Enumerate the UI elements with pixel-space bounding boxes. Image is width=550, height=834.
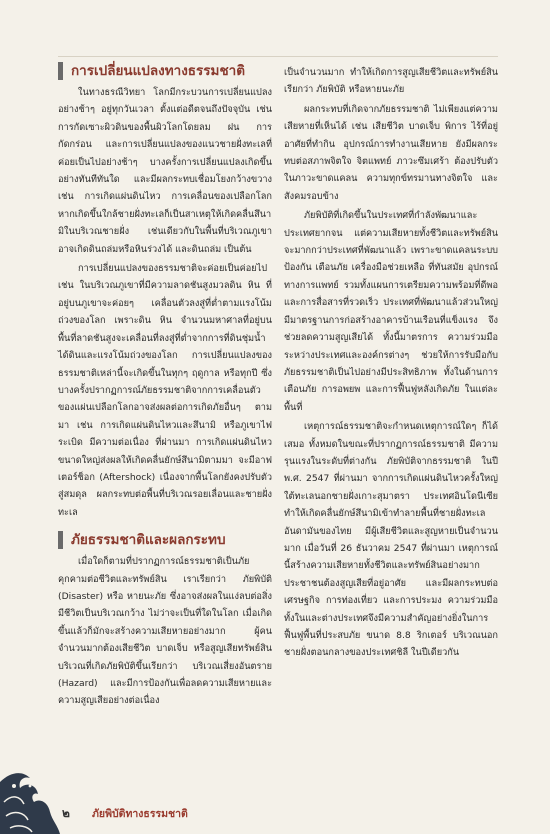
paragraph-2: การเปลี่ยนแปลงของธรรมชาติจะค่อยเป็นค่อยไป เช่น ในบริเวณภูเขาที่มีความลาดชันสูงมวลดิน หิน ที่อยู่บนภูเขาจะค่อยๆ เคลื่อนตัวลงสู่ที่ต่ำตามแรงโน้มถ่วงของโลก เพราะดิน หิน จำนวนมหาศาลที่อยู่บนพื้นที่ลาดชันสูงจะเคลื่อนที่ลงสู่ที่ต่ำจากการที่ดินชุ่มน้ำได้ดินและแรงโน้มถ่วงของโลก การเปลี่ยนแปลงของธรรมชาติเหล่านี้จะเกิดขึ้นในทุกๆ ฤดูกาล หรือทุกปี ซึ่งบางครั้งปรากฏการณ์ภัยธรรมชาติจากการเคลื่อนตัวของแผ่นเปลือกโลกอาจส่งผลต่อการเกิดภัยอื่นๆ ตามมา เช่น การเกิดแผ่นดินไหวและสึนามิ หรือภูเขาไฟระเบิด มีความต่อเนื่อง ที่ผ่านมา การเกิดแผ่นดินไหวขนาดใหญ่ส่งผลให้เกิดคลื่นยักษ์สึนามิตามมา จะมีอาฟเตอร์ช็อก (Aftershock) เนื่องจากพื้นโลกยังคงปรับตัวสู่สมดุล ผลกระทบต่อพื้นที่บริเวณรอยเลื่อนและชายฝั่งทะเล <box>58 263 272 518</box>
section-heading-change: การเปลี่ยนแปลงทางธรรมชาติ <box>58 62 272 80</box>
right-column <box>284 64 498 664</box>
page-number: ๒ <box>62 806 70 820</box>
paragraph-4: เป็นจำนวนมาก ทำให้เกิดการสูญเสียชีวิตและทรัพย์สิน เรียกว่า ภัยพิบัติ หรือหายนะภัย <box>284 67 498 96</box>
top-rule <box>58 56 498 57</box>
section-heading-disaster: ภัยธรรมชาติและผลกระทบ <box>58 531 272 549</box>
page-footer <box>24 804 324 824</box>
paragraph-6: ภัยพิบัติที่เกิดขึ้นในประเทศที่กำลังพัฒนาและประเทศยากจน แต่ความเสียหายทั้งชีวิตและทรัพย์สินจะมากกว่าประเทศที่พัฒนาแล้ว เพราะขาดแคลนระบบป้องกัน เตือนภัย เครื่องมือช่วยเหลือ ที่ทันสมัย อุปกรณ์ทางการแพทย์ รวมทั้งแผนการเตรียมความพร้อมที่ดีพอ และการสื่อสารที่รวดเร็ว ประเทศที่พัฒนาแล้วส่วนใหญ่มีมาตรฐานการก่อสร้างอาคารบ้านเรือนที่แข็งแรง จึงช่วยลดความสูญเสียได้ ทั้งนี้มาตรการ ความร่วมมือ ระหว่างประเทศและองค์กรต่างๆ ช่วยให้การรับมือกับภัยธรรมชาติเป็นไปอย่างมีประสิทธิภาพ ทั้งในด้านการเตือนภัย การอพยพ และการฟื้นฟูหลังเกิดภัย ในแต่ละพื้นที่ <box>284 210 498 413</box>
left-column <box>58 62 272 712</box>
paragraph-7: เหตุการณ์ธรรมชาติจะกำหนดเหตุการณ์ใดๆ ก็ได้เสมอ ทั้งหมดในขณะที่ปรากฏการณ์ธรรมชาติ มีความรุนแรงในระดับที่ต่างกัน ภัยพิบัติจากธรรมชาติ ในปี พ.ศ. 2547 ที่ผ่านมา จากการเกิดแผ่นดินไหวครั้งใหญ่ใต้ทะเลนอกชายฝั่งเกาะสุมาตรา ประเทศอินโดนีเซีย ทำให้เกิดคลื่นยักษ์สึนามิเข้าทำลายพื้นที่ชายฝั่งทะเลอันดามันของไทย มีผู้เสียชีวิตและสูญหายเป็นจำนวนมาก เมื่อวันที่ 26 ธันวาคม 2547 ที่ผ่านมา เหตุการณ์นี้สร้างความเสียหายทั้งชีวิตและทรัพย์สินอย่างมาก ประชาชนต้องสูญเสียที่อยู่อาศัย และมีผลกระทบต่อเศรษฐกิจ การท่องเที่ยว และการประมง ความร่วมมือ ทั้งในและต่างประเทศจึงมีความสำคัญอย่างยิ่งในการฟื้นฟูพื้นที่ประสบภัย ขนาด 8.8 ริกเตอร์ บริเวณนอกชายฝั่งตอนกลางของประเทศชิลี ในปีเดียวกัน <box>284 421 498 659</box>
paragraph-5: ผลกระทบที่เกิดจากภัยธรรมชาติ ไม่เพียงแต่ความเสียหายที่เห็นได้ เช่น เสียชีวิต บาดเจ็บ พิการ ไร้ที่อยู่ อาศัยที่ทำกิน อุปกรณ์การทำงานเสียหาย ยังมีผลกระทบต่อสภาพจิตใจ จิตแพทย์ ภาวะซึมเศร้า ต้องปรับตัวในภาวะขาดแคลน ความทุกข์ทรมานทางจิตใจ และสังคมรอบข้าง <box>284 103 498 202</box>
paragraph-1: ในทางธรณีวิทยา โลกมีกระบวนการเปลี่ยนแปลงอย่างช้าๆ อยู่ทุกวันเวลา ตั้งแต่อดีตจนถึงปัจจุบัน เช่น การกัดเซาะผิวดินของพื้นผิวโลกโดยลม ฝน การกัดกร่อน และการเปลี่ยนแปลงของแนวชายฝั่งทะเลที่ค่อยเป็นไปอย่างช้าๆ บางครั้งการเปลี่ยนแปลงเกิดขึ้นอย่างทันทีทันใด และมีผลกระทบเชื่อมโยงกว้างขวาง เช่น การเกิดแผ่นดินไหว การเคลื่อนของเปลือกโลก หากเกิดขึ้นใกล้ชายฝั่งทะเลก็เป็นสาเหตุให้เกิดคลื่นสึนามิในบริเวณชายฝั่ง เช่นเดียวกับในพื้นที่บริเวณภูเขา อาจเกิดดินถล่มหรือหินร่วงได้ และดินถล่ม เป็นต้น <box>58 87 272 255</box>
paragraph-3: เมื่อใดก็ตามที่ปรากฏการณ์ธรรมชาติเป็นภัยคุกคามต่อชีวิตและทรัพย์สิน เราเรียกว่า ภัยพิบัติ (Disaster) หรือ หายนะภัย ซึ่งอาจส่งผลในแง่ลบต่อสิ่งมีชีวิตเป็นบริเวณกว้าง ไม่ว่าจะเป็นที่ใดในโลก เมื่อเกิดขึ้นแล้วก็มักจะสร้างความเสียหายอย่างมาก ผู้คนจำนวนมากต้องเสียชีวิต บาดเจ็บ หรือสูญเสียทรัพย์สิน บริเวณที่เกิดภัยพิบัติขึ้นเรียกว่า บริเวณเสี่ยงอันตราย (Hazard) และมีการป้องกันเพื่อลดความเสียหายและความสูญเสียอย่างต่อเนื่อง <box>58 556 272 707</box>
footer-title: ภัยพิบัติทางธรรมชาติ <box>92 808 188 820</box>
